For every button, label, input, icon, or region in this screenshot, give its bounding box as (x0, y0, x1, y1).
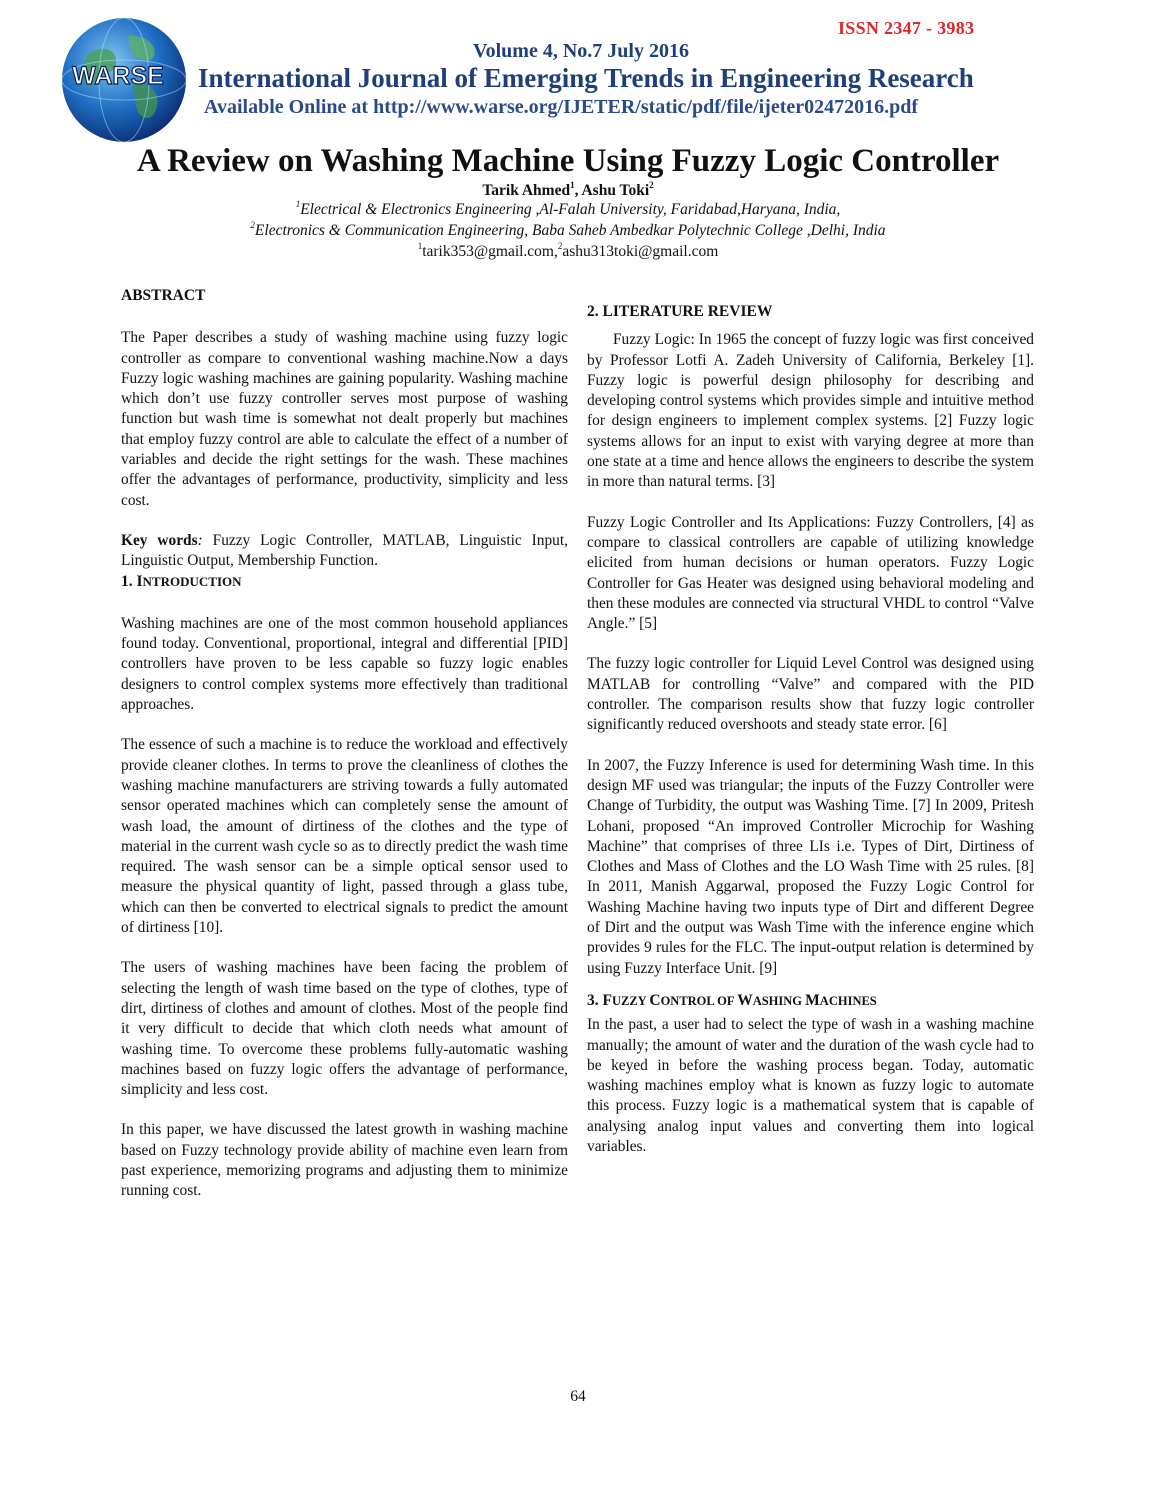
author-1: Tarik Ahmed (482, 182, 571, 199)
author-2: Ashu Toki (581, 182, 650, 199)
authors: Tarik Ahmed$^1$, Ashu Toki$^2$ (482, 179, 654, 199)
warse-logo (58, 14, 190, 146)
online-url[interactable]: Available Online at http://www.warse.org/IJETER/static/pdf/file/ijeter02472016.pdf (204, 96, 919, 118)
author-emails (0, 240, 1136, 261)
logo-text: WARSE (72, 62, 164, 90)
intro-paragraph-4: In this paper, we have discussed the latest growth in washing machine based on Fuzzy technology provide ability of machine even learn from past experience, memorizing programs and adjusting them to minimize running cost. (121, 1121, 568, 1200)
intro-heading: 1. INTRODUCTION (121, 572, 242, 590)
lit-paragraph-4: In 2007, the Fuzzy Inference is used for determining Wash time. In this design MF used was triangular; the inputs of the Fuzzy Controller were Change of Turbidity, the output was Washing Time. [7] In 2009, Pritesh Lohani, proposed “An improved Controller Microchip for Washing Machine” that comprises of three LIs i.e. Types of Dirt, Dirtiness of Clothes and Mass of Clothes and the LO Wash Time with 25 rules. [8] In 2011, Manish Aggarwal, proposed the Fuzzy Logic Control for Washing Machine having two inputs type of Dirt and different Degree of Dirt and the output was Wash Time with the inference engine which provides 9 rules for the FLC. The input-output relation is determined by using Fuzzy Interface Unit. [9] (587, 756, 1034, 977)
lit-paragraph-3: The fuzzy logic controller for Liquid Level Control was designed using MATLAB for controlling “Valve” and compared with the PID controller. The comparison results show that fuzzy logic controller significantly reduced overshoots and steady state error. [6] (587, 655, 1034, 734)
author-2-sup: 2 (649, 179, 654, 190)
lit-heading: 2. LITERATURE REVIEW (587, 303, 773, 320)
affiliation-2 (0, 219, 1136, 240)
author-1-sup: 1 (570, 179, 575, 190)
aff-2-sup: 2 (250, 219, 255, 230)
journal-title: International Journal of Emerging Trends in Engineering Research (198, 63, 974, 93)
paper-title: A Review on Washing Machine Using Fuzzy Logic Controller (136, 143, 1000, 179)
globe-icon (58, 14, 190, 146)
aff-1-text: Electrical & Electronics Engineering ,Al-Falah University, Faridabad,Haryana, India, (300, 201, 841, 218)
keywords: Key words: Fuzzy Logic Controller, MATLAB, Linguistic Input, Linguistic Output, Membership Function. (121, 531, 568, 570)
fuzzy-heading: 3. FUZZY CONTROL OF WASHING MACHINES (587, 991, 877, 1009)
email-2[interactable]: ashu313toki@gmail.com (562, 243, 719, 260)
keywords-text: Fuzzy Logic Controller, MATLAB, Linguistic Input, Linguistic Output, Membership Function. (121, 531, 568, 570)
left-column (121, 286, 568, 1202)
email-1-sup: 1 (417, 240, 423, 251)
email-1[interactable]: tarik353@gmail.com, (422, 243, 558, 260)
aff-2-text: Electronics & Communication Engineering, Baba Saheb Ambedkar Polytechnic College ,Delhi, India (254, 222, 886, 239)
abstract-text: The Paper describes a study of washing machine using fuzzy logic controller as compare to conventional washing machine.Now a days Fuzzy logic washing machines are gaining popularity. Washing machine which don’t use fuzzy controller serves most purpose of washing function but wash time is somewhat not dealt properly but machines that employ fuzzy control are able to calculate the effect of a number of variables and decide the right settings for the wash. These machines offer the advantages of performance, productivity, simplicity and less cost. (121, 329, 568, 509)
affiliation-1 (0, 198, 1136, 219)
volume-text: Volume 4, No.7 July 2016 (473, 40, 689, 62)
keywords-label: Key words (121, 531, 198, 549)
right-column (587, 302, 1034, 1157)
aff-1-sup: 1 (295, 198, 301, 209)
fuzzy-paragraph-1: In the past, a user had to select the type of wash in a washing machine manually; the amount of water and the duration of the wash cycle had to be keyed in before the washing process began. Today, automatic washing machines employ what is known as fuzzy logic to automate this process. Fuzzy logic is a mathematical system that is capable of analysing analog input values and converting them into logical variables. (587, 1016, 1034, 1155)
volume-label (0, 40, 1156, 63)
intro-paragraph-3: The users of washing machines have been facing the problem of selecting the length of wash time based on the type of clothes, type of dirt, dirtiness of clothes and amount of clothes. Most of the people find it very difficult to decide that which cloth needs what amount of washing time. To overcome these problems fully-automatic washing machines based on fuzzy logic offers the advantage of performance, simplicity and less cost. (121, 959, 568, 1099)
email-2-sup: 2 (557, 240, 563, 251)
abstract-heading: ABSTRACT (121, 287, 206, 304)
issn-label: ISSN 2347 - 3983 (838, 18, 975, 38)
page-number: 64 (570, 1388, 586, 1405)
intro-paragraph-2: The essence of such a machine is to reduce the workload and effectively provide cleaner clothes. In terms to prove the cleanliness of clothes the washing machine manufacturers are striving towards a fully automated sensor operated machines which can completely sense the amount of wash load, the amount of dirtiness of the clothes and the type of material in the current wash cycle so as to directly predict the wash time required. The wash sensor can be a simple optical sensor used to measure the physical quantity of light, passed through a glass tube, which can then be converted to electrical signals to predict the amount of dirtiness [10]. (121, 736, 568, 937)
lit-paragraph-1: Fuzzy Logic: In 1965 the concept of fuzzy logic was first conceived by Professor Lotfi A. Zadeh University of California, Berkeley [1]. Fuzzy logic is powerful design philosophy for describing and developing control systems which provides simple and intuitive method for design engineers to implement complex systems. [2] Fuzzy logic systems allows for an input to exist with varying degree at more than one state at a time and hence allows the engineers to describe the system in more than natural terms. [3] (587, 331, 1034, 491)
lit-paragraph-2: Fuzzy Logic Controller and Its Applications: Fuzzy Controllers, [4] as compare to classical controllers are capable of utilizing knowledge elicited from human decisions or human operators. Fuzzy Logic Controller for Gas Heater was designed using behavioral modeling and then these modules are connected via structural VHDL to control “Valve Angle.” [5] (587, 513, 1034, 633)
intro-paragraph-1: Washing machines are one of the most common household appliances found today. Conventional, proportional, integral and differential [PID] controllers have proven to be less capable so fuzzy logic enables designers to control complex systems more effectively than traditional approaches. (121, 614, 568, 714)
